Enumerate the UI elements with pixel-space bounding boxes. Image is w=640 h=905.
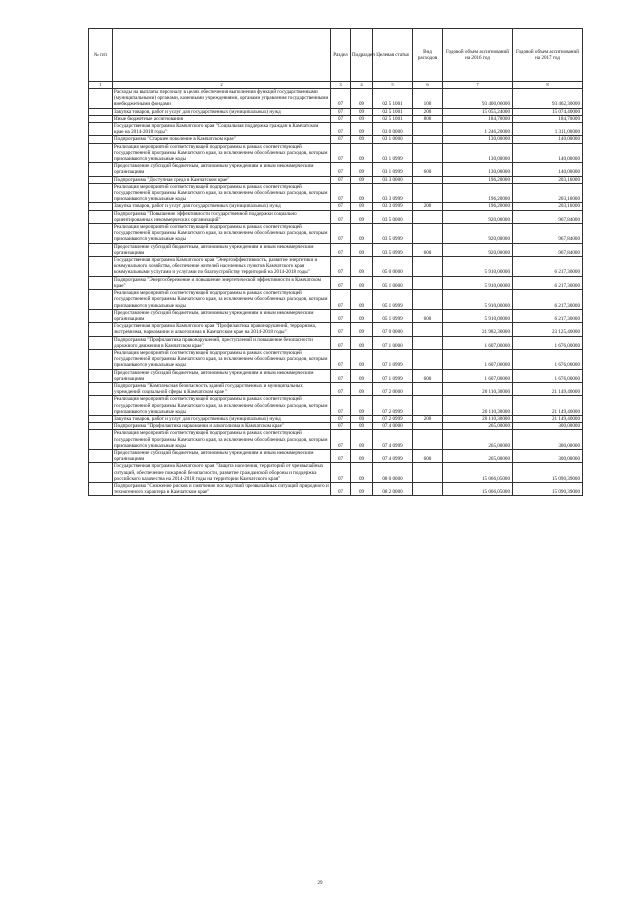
row-number-cell [89, 430, 113, 450]
row-name-cell: Реализация мероприятий соответствующей подпрограммы в рамках соответствующей государственной программы Камчатского края, за исключением обособленных расходов, которым присваиваются уникальные коды [113, 183, 331, 203]
row-target-article-cell: 07 4 0999 [373, 430, 413, 450]
row-target-article-cell: 07 1 0999 [373, 369, 413, 382]
row-podrazdel-cell: 09 [351, 123, 373, 136]
row-amount-2017-cell: 1 311,00000 [513, 123, 583, 136]
row-name-cell: Подпрограмма "Старшее поколение в Камчатском крае" [113, 136, 331, 143]
row-amount-2016-cell: 5 910,00000 [443, 257, 513, 277]
table-row [89, 430, 583, 450]
row-amount-2016-cell: 920,00000 [443, 210, 513, 223]
row-expense-type-cell [413, 224, 443, 244]
row-name-cell: Государственная программа Камчатского края "Энергоэффективность, развитие энергетики и коммунального хозяйства, обеспечение жителей населенных пунктов Камчатского края коммунальными услугами и услугами по благоустройству территорий на 2014-2018 годы" [113, 257, 331, 277]
row-name-cell: Предоставление субсидий бюджетным, автономным учреждениям и иным некоммерческим организациям [113, 243, 331, 256]
row-podrazdel-cell: 09 [351, 323, 373, 336]
row-razdel-cell: 07 [331, 183, 351, 203]
row-expense-type-cell [413, 136, 443, 143]
row-expense-type-cell [413, 430, 443, 450]
col-num-7: 7 [443, 82, 513, 89]
row-target-article-cell: 02 5 1001 [373, 115, 413, 122]
page-number: 29 [317, 881, 323, 886]
row-expense-type-cell [413, 123, 443, 136]
row-amount-2016-cell: 1 607,00000 [443, 336, 513, 349]
row-amount-2016-cell: 1 607,00000 [443, 369, 513, 382]
row-razdel-cell: 07 [331, 163, 351, 176]
row-name-cell: Закупка товаров, работ и услуг для государственных (муниципальных) нужд [113, 108, 331, 115]
header-name [113, 29, 331, 82]
row-name-cell: Реализация мероприятий соответствующей подпрограммы в рамках соответствующей государственной программы Камчатского края, за исключением обособленных расходов, которым присваиваются уникальные коды [113, 290, 331, 310]
row-name-cell: Предоставление субсидий бюджетным, автономным учреждениям и иным некоммерческим организациям [113, 369, 331, 382]
row-amount-2017-cell: 21 149,40000 [513, 382, 583, 395]
row-razdel-cell: 07 [331, 257, 351, 277]
table-row [89, 349, 583, 369]
header-amount-2016: Годовой объем ассигнований на 2016 год [443, 29, 513, 82]
row-amount-2017-cell: 15 074,40000 [513, 108, 583, 115]
row-amount-2016-cell: 20 110,30000 [443, 396, 513, 416]
row-razdel-cell: 07 [331, 89, 351, 109]
row-expense-type-cell [413, 176, 443, 183]
row-podrazdel-cell: 09 [351, 482, 373, 495]
row-podrazdel-cell: 09 [351, 449, 373, 462]
row-amount-2016-cell: 920,00000 [443, 224, 513, 244]
row-expense-type-cell [413, 210, 443, 223]
row-expense-type-cell: 600 [413, 449, 443, 462]
row-expense-type-cell: 200 [413, 108, 443, 115]
row-expense-type-cell [413, 336, 443, 349]
row-name-cell: Реализация мероприятий соответствующей подпрограммы в рамках соответствующей государственной программы Камчатского края, за исключением обособленных расходов, которым присваиваются уникальные коды [113, 224, 331, 244]
row-razdel-cell: 07 [331, 449, 351, 462]
row-target-article-cell: 03 1 0999 [373, 143, 413, 163]
table-row [89, 243, 583, 256]
row-razdel-cell: 07 [331, 349, 351, 369]
row-amount-2016-cell: 5 910,00000 [443, 290, 513, 310]
row-number-cell [89, 257, 113, 277]
row-podrazdel-cell: 09 [351, 243, 373, 256]
row-amount-2016-cell: 15 055,24000 [443, 108, 513, 115]
row-number-cell [89, 276, 113, 289]
table-row [89, 396, 583, 416]
table-row [89, 257, 583, 277]
row-razdel-cell: 07 [331, 323, 351, 336]
header-number: № п/п [89, 29, 113, 82]
row-target-article-cell: 03 5 0000 [373, 210, 413, 223]
row-expense-type-cell: 100 [413, 89, 443, 109]
row-number-cell [89, 449, 113, 462]
row-number-cell [89, 136, 113, 143]
col-num-1: 1 [89, 82, 113, 89]
table-row [89, 163, 583, 176]
row-amount-2016-cell: 1 246,20000 [443, 123, 513, 136]
header-razdel: Раздел [331, 29, 351, 82]
row-podrazdel-cell: 09 [351, 309, 373, 322]
row-number-cell [89, 89, 113, 109]
row-razdel-cell: 07 [331, 115, 351, 122]
row-podrazdel-cell: 09 [351, 210, 373, 223]
row-number-cell [89, 183, 113, 203]
row-expense-type-cell [413, 423, 443, 430]
row-amount-2016-cell: 265,00000 [443, 430, 513, 450]
row-name-cell: Реализация мероприятий соответствующей подпрограммы в рамках соответствующей государственной программы Камчатского края, за исключением обособленных расходов, которым присваиваются уникальные коды [113, 349, 331, 369]
row-amount-2017-cell: 203,16000 [513, 183, 583, 203]
row-amount-2017-cell: 300,00000 [513, 449, 583, 462]
row-amount-2017-cell: 6 217,30000 [513, 309, 583, 322]
row-number-cell [89, 163, 113, 176]
row-amount-2017-cell: 140,00000 [513, 163, 583, 176]
row-podrazdel-cell: 09 [351, 336, 373, 349]
table-row [89, 290, 583, 310]
row-name-cell: Реализация мероприятий соответствующей подпрограммы в рамках соответствующей государственной программы Камчатского края, за исключением обособленных расходов, которым присваиваются уникальные коды [113, 143, 331, 163]
row-podrazdel-cell: 09 [351, 349, 373, 369]
header-target-article: Целевая статья [373, 29, 413, 82]
row-amount-2017-cell: 300,00000 [513, 430, 583, 450]
row-target-article-cell: 03 0 0000 [373, 123, 413, 136]
row-target-article-cell: 07 1 0999 [373, 349, 413, 369]
row-amount-2016-cell: 130,00000 [443, 163, 513, 176]
row-podrazdel-cell: 09 [351, 415, 373, 422]
table-header-row [89, 29, 583, 82]
row-expense-type-cell: 800 [413, 115, 443, 122]
col-num-6: 6 [413, 82, 443, 89]
row-razdel-cell: 07 [331, 108, 351, 115]
row-name-cell: Иные бюджетные ассигнования [113, 115, 331, 122]
table-row [89, 176, 583, 183]
row-razdel-cell: 07 [331, 396, 351, 416]
table-row [89, 143, 583, 163]
row-target-article-cell: 07 0 0000 [373, 323, 413, 336]
row-razdel-cell: 07 [331, 336, 351, 349]
row-target-article-cell: 03 3 0999 [373, 203, 413, 210]
row-amount-2017-cell: 300,00000 [513, 423, 583, 430]
row-expense-type-cell: 600 [413, 163, 443, 176]
row-amount-2017-cell: 23 125,40000 [513, 323, 583, 336]
table-row [89, 136, 583, 143]
row-number-cell [89, 224, 113, 244]
row-number-cell [89, 415, 113, 422]
row-amount-2016-cell: 93 400,06000 [443, 89, 513, 109]
row-name-cell: Реализация мероприятий соответствующей подпрограммы в рамках соответствующей государственной программы Камчатского края, за исключением обособленных расходов, которым присваиваются уникальные коды [113, 430, 331, 450]
row-name-cell: Подпрограмма "Профилактика наркомании и алкоголизма в Камчатском крае" [113, 423, 331, 430]
row-razdel-cell: 07 [331, 143, 351, 163]
column-number-row [89, 82, 583, 89]
row-podrazdel-cell: 09 [351, 203, 373, 210]
row-razdel-cell: 07 [331, 369, 351, 382]
row-podrazdel-cell: 09 [351, 257, 373, 277]
row-podrazdel-cell: 09 [351, 396, 373, 416]
row-number-cell [89, 203, 113, 210]
row-amount-2017-cell: 21 149,40000 [513, 396, 583, 416]
header-podrazdel: Подраздел [351, 29, 373, 82]
row-number-cell [89, 108, 113, 115]
row-amount-2017-cell: 15 090,39000 [513, 463, 583, 483]
row-name-cell: Подпрограмма "Комплексная безопасность зданий государственных и муниципальных учреждений социальной сферы в Камчатском крае " [113, 382, 331, 395]
row-number-cell [89, 382, 113, 395]
row-amount-2017-cell: 1 676,00000 [513, 349, 583, 369]
row-name-cell: Закупка товаров, работ и услуг для государственных (муниципальных) нужд [113, 415, 331, 422]
row-name-cell: Закупка товаров, работ и услуг для государственных (муниципальных) нужд [113, 203, 331, 210]
row-expense-type-cell [413, 349, 443, 369]
row-target-article-cell: 08 2 0000 [373, 482, 413, 495]
row-number-cell [89, 309, 113, 322]
row-number-cell [89, 349, 113, 369]
row-expense-type-cell [413, 143, 443, 163]
row-target-article-cell: 03 1 0999 [373, 163, 413, 176]
row-name-cell: Реализация мероприятий соответствующей подпрограммы в рамках соответствующей государственной программы Камчатского края, за исключением обособленных расходов, которым присваиваются уникальные коды [113, 396, 331, 416]
row-podrazdel-cell: 09 [351, 276, 373, 289]
row-amount-2017-cell: 93 462,30000 [513, 89, 583, 109]
row-amount-2017-cell: 967,84000 [513, 210, 583, 223]
row-razdel-cell: 07 [331, 482, 351, 495]
row-amount-2017-cell: 1 676,00000 [513, 369, 583, 382]
row-target-article-cell: 03 3 0999 [373, 183, 413, 203]
row-target-article-cell: 05 1 0999 [373, 290, 413, 310]
row-target-article-cell: 02 5 1001 [373, 89, 413, 109]
table-row [89, 369, 583, 382]
row-podrazdel-cell: 09 [351, 163, 373, 176]
row-amount-2016-cell: 20 110,30000 [443, 382, 513, 395]
row-amount-2017-cell: 21 149,40000 [513, 415, 583, 422]
row-number-cell [89, 396, 113, 416]
row-podrazdel-cell: 09 [351, 136, 373, 143]
row-podrazdel-cell: 09 [351, 176, 373, 183]
table-row [89, 210, 583, 223]
table-row [89, 224, 583, 244]
row-amount-2016-cell: 1 607,00000 [443, 349, 513, 369]
col-num-2: 2 [113, 82, 331, 89]
row-number-cell [89, 115, 113, 122]
row-amount-2016-cell: 920,00000 [443, 243, 513, 256]
row-amount-2016-cell: 21 982,30000 [443, 323, 513, 336]
row-razdel-cell: 07 [331, 290, 351, 310]
row-expense-type-cell [413, 323, 443, 336]
header-expense-type: Вид расходов [413, 29, 443, 82]
table-row [89, 382, 583, 395]
row-target-article-cell: 08 0 0000 [373, 463, 413, 483]
table-row [89, 449, 583, 462]
row-amount-2017-cell: 140,00000 [513, 136, 583, 143]
row-target-article-cell: 07 2 0999 [373, 396, 413, 416]
table-row [89, 276, 583, 289]
row-expense-type-cell: 600 [413, 243, 443, 256]
row-amount-2016-cell: 130,00000 [443, 136, 513, 143]
row-amount-2017-cell: 967,84000 [513, 243, 583, 256]
table-row [89, 336, 583, 349]
row-target-article-cell: 07 2 0000 [373, 382, 413, 395]
col-num-4: 4 [351, 82, 373, 89]
row-name-cell: Расходы на выплаты персоналу в целях обеспечения выполнения функций государственными (муниципальными) органами, казенными учреждениями, органами управления государственными внебюджетными фондами [113, 89, 331, 109]
row-razdel-cell: 07 [331, 309, 351, 322]
row-expense-type-cell [413, 463, 443, 483]
row-podrazdel-cell: 09 [351, 143, 373, 163]
row-razdel-cell: 07 [331, 210, 351, 223]
row-podrazdel-cell: 09 [351, 430, 373, 450]
row-amount-2017-cell: 15 090,39000 [513, 482, 583, 495]
row-podrazdel-cell: 09 [351, 382, 373, 395]
row-razdel-cell: 07 [331, 224, 351, 244]
row-amount-2016-cell: 20 110,30000 [443, 415, 513, 422]
row-name-cell: Подпрограмма "Профилактика правонарушений, преступлений и повышение безопасности дорожного движения в Камчатском крае" [113, 336, 331, 349]
row-target-article-cell: 07 2 0999 [373, 415, 413, 422]
row-target-article-cell: 03 3 0000 [373, 176, 413, 183]
row-number-cell [89, 290, 113, 310]
row-target-article-cell: 05 0 0000 [373, 257, 413, 277]
row-amount-2016-cell: 184,70000 [443, 115, 513, 122]
row-target-article-cell: 05 1 0000 [373, 276, 413, 289]
row-target-article-cell: 05 1 0999 [373, 309, 413, 322]
row-target-article-cell: 07 4 0000 [373, 423, 413, 430]
row-amount-2016-cell: 196,20000 [443, 203, 513, 210]
table-row [89, 482, 583, 495]
row-expense-type-cell: 200 [413, 203, 443, 210]
table-row [89, 89, 583, 109]
row-amount-2016-cell: 196,20000 [443, 183, 513, 203]
row-name-cell: Государственная программа Камчатского края "Профилактика правонарушений, терроризма, экстремизма, наркомании и алкоголизма в Камчатском крае на 2014-2018 годы" [113, 323, 331, 336]
budget-table-sheet [88, 28, 582, 496]
row-number-cell [89, 176, 113, 183]
row-number-cell [89, 463, 113, 483]
row-name-cell: Подпрограмма "Повышение эффективности государственной поддержки социально ориентированных некоммерческих организаций" [113, 210, 331, 223]
row-amount-2017-cell: 184,70000 [513, 115, 583, 122]
table-row [89, 423, 583, 430]
row-razdel-cell: 07 [331, 463, 351, 483]
row-amount-2016-cell: 265,00000 [443, 449, 513, 462]
row-razdel-cell: 07 [331, 423, 351, 430]
row-expense-type-cell: 200 [413, 415, 443, 422]
row-amount-2017-cell: 203,16000 [513, 203, 583, 210]
row-expense-type-cell [413, 183, 443, 203]
table-row [89, 415, 583, 422]
table-row [89, 183, 583, 203]
row-name-cell: Подпрограмма "Энергосбережение и повышение энергетической эффективности в Камчатском крае" [113, 276, 331, 289]
row-name-cell: Государственная программа Камчатского края "Защита населения, территорий от чрезвычайных ситуаций, обеспечение пожарной безопасности, развитие гражданской обороны и поддержка российского казачества на 2014-2018 годы на территории Камчатского края" [113, 463, 331, 483]
row-number-cell [89, 336, 113, 349]
row-amount-2017-cell: 6 217,30000 [513, 257, 583, 277]
row-amount-2016-cell: 5 910,00000 [443, 309, 513, 322]
row-amount-2016-cell: 265,00000 [443, 423, 513, 430]
row-name-cell: Предоставление субсидий бюджетным, автономным учреждениям и иным некоммерческим организациям [113, 309, 331, 322]
row-target-article-cell: 03 5 0999 [373, 243, 413, 256]
row-amount-2017-cell: 203,16000 [513, 176, 583, 183]
row-number-cell [89, 210, 113, 223]
row-number-cell [89, 482, 113, 495]
row-number-cell [89, 369, 113, 382]
row-podrazdel-cell: 09 [351, 290, 373, 310]
col-num-5: 5 [373, 82, 413, 89]
row-name-cell: Государственная программа Камчатского края "Социальная поддержка граждан в Камчатском крае на 2014-2018 годы" [113, 123, 331, 136]
row-podrazdel-cell: 09 [351, 108, 373, 115]
table-body [89, 89, 583, 496]
row-expense-type-cell [413, 276, 443, 289]
col-num-8: 8 [513, 82, 583, 89]
row-razdel-cell: 07 [331, 430, 351, 450]
row-target-article-cell: 03 1 0000 [373, 136, 413, 143]
row-expense-type-cell [413, 382, 443, 395]
row-expense-type-cell [413, 396, 443, 416]
row-target-article-cell: 02 5 1001 [373, 108, 413, 115]
row-razdel-cell: 07 [331, 176, 351, 183]
table-row [89, 323, 583, 336]
row-number-cell [89, 243, 113, 256]
row-amount-2017-cell: 6 217,30000 [513, 276, 583, 289]
row-razdel-cell: 07 [331, 243, 351, 256]
header-amount-2017: Годовой объем ассигнований на 2017 год [513, 29, 583, 82]
row-amount-2016-cell: 15 066,05000 [443, 482, 513, 495]
row-number-cell [89, 143, 113, 163]
table-row [89, 115, 583, 122]
row-target-article-cell: 07 4 0999 [373, 449, 413, 462]
row-razdel-cell: 07 [331, 203, 351, 210]
row-number-cell [89, 123, 113, 136]
row-podrazdel-cell: 09 [351, 183, 373, 203]
row-expense-type-cell [413, 257, 443, 277]
row-podrazdel-cell: 09 [351, 89, 373, 109]
row-podrazdel-cell: 09 [351, 224, 373, 244]
row-amount-2017-cell: 1 676,00000 [513, 336, 583, 349]
row-razdel-cell: 07 [331, 276, 351, 289]
row-name-cell: Предоставление субсидий бюджетным, автономным учреждениям и иным некоммерческим организациям [113, 163, 331, 176]
row-razdel-cell: 07 [331, 382, 351, 395]
row-podrazdel-cell: 09 [351, 369, 373, 382]
row-amount-2016-cell: 130,00000 [443, 143, 513, 163]
table-row [89, 203, 583, 210]
row-expense-type-cell: 600 [413, 369, 443, 382]
row-name-cell: Подпрограмма "Снижение рисков и смягчение последствий чрезвычайных ситуаций природного и техногенного характера в Камчатском крае" [114, 482, 329, 496]
row-amount-2017-cell: 967,84000 [513, 224, 583, 244]
row-razdel-cell: 07 [331, 123, 351, 136]
row-podrazdel-cell: 09 [351, 463, 373, 483]
row-expense-type-cell [413, 482, 443, 495]
row-target-article-cell: 07 1 0000 [373, 336, 413, 349]
row-razdel-cell: 07 [331, 415, 351, 422]
table-row [89, 123, 583, 136]
col-num-3: 3 [331, 82, 351, 89]
table-row [89, 108, 583, 115]
row-podrazdel-cell: 09 [351, 423, 373, 430]
row-number-cell [89, 423, 113, 430]
row-target-article-cell: 03 5 0999 [373, 224, 413, 244]
row-razdel-cell: 07 [331, 136, 351, 143]
row-expense-type-cell [413, 290, 443, 310]
row-podrazdel-cell: 09 [351, 115, 373, 122]
row-amount-2017-cell: 140,00000 [513, 143, 583, 163]
table-row [89, 463, 583, 483]
row-amount-2017-cell: 6 217,30000 [513, 290, 583, 310]
row-name-cell: Подпрограмма "Доступная среда в Камчатском крае" [113, 176, 331, 183]
row-amount-2016-cell: 5 910,00000 [443, 276, 513, 289]
row-amount-2016-cell: 15 066,05000 [443, 463, 513, 483]
row-name-cell: Предоставление субсидий бюджетным, автономным учреждениям и иным некоммерческим организациям [113, 449, 331, 462]
row-amount-2016-cell: 196,20000 [443, 176, 513, 183]
row-number-cell [89, 323, 113, 336]
budget-table [88, 28, 583, 496]
table-row [89, 309, 583, 322]
row-expense-type-cell: 600 [413, 309, 443, 322]
